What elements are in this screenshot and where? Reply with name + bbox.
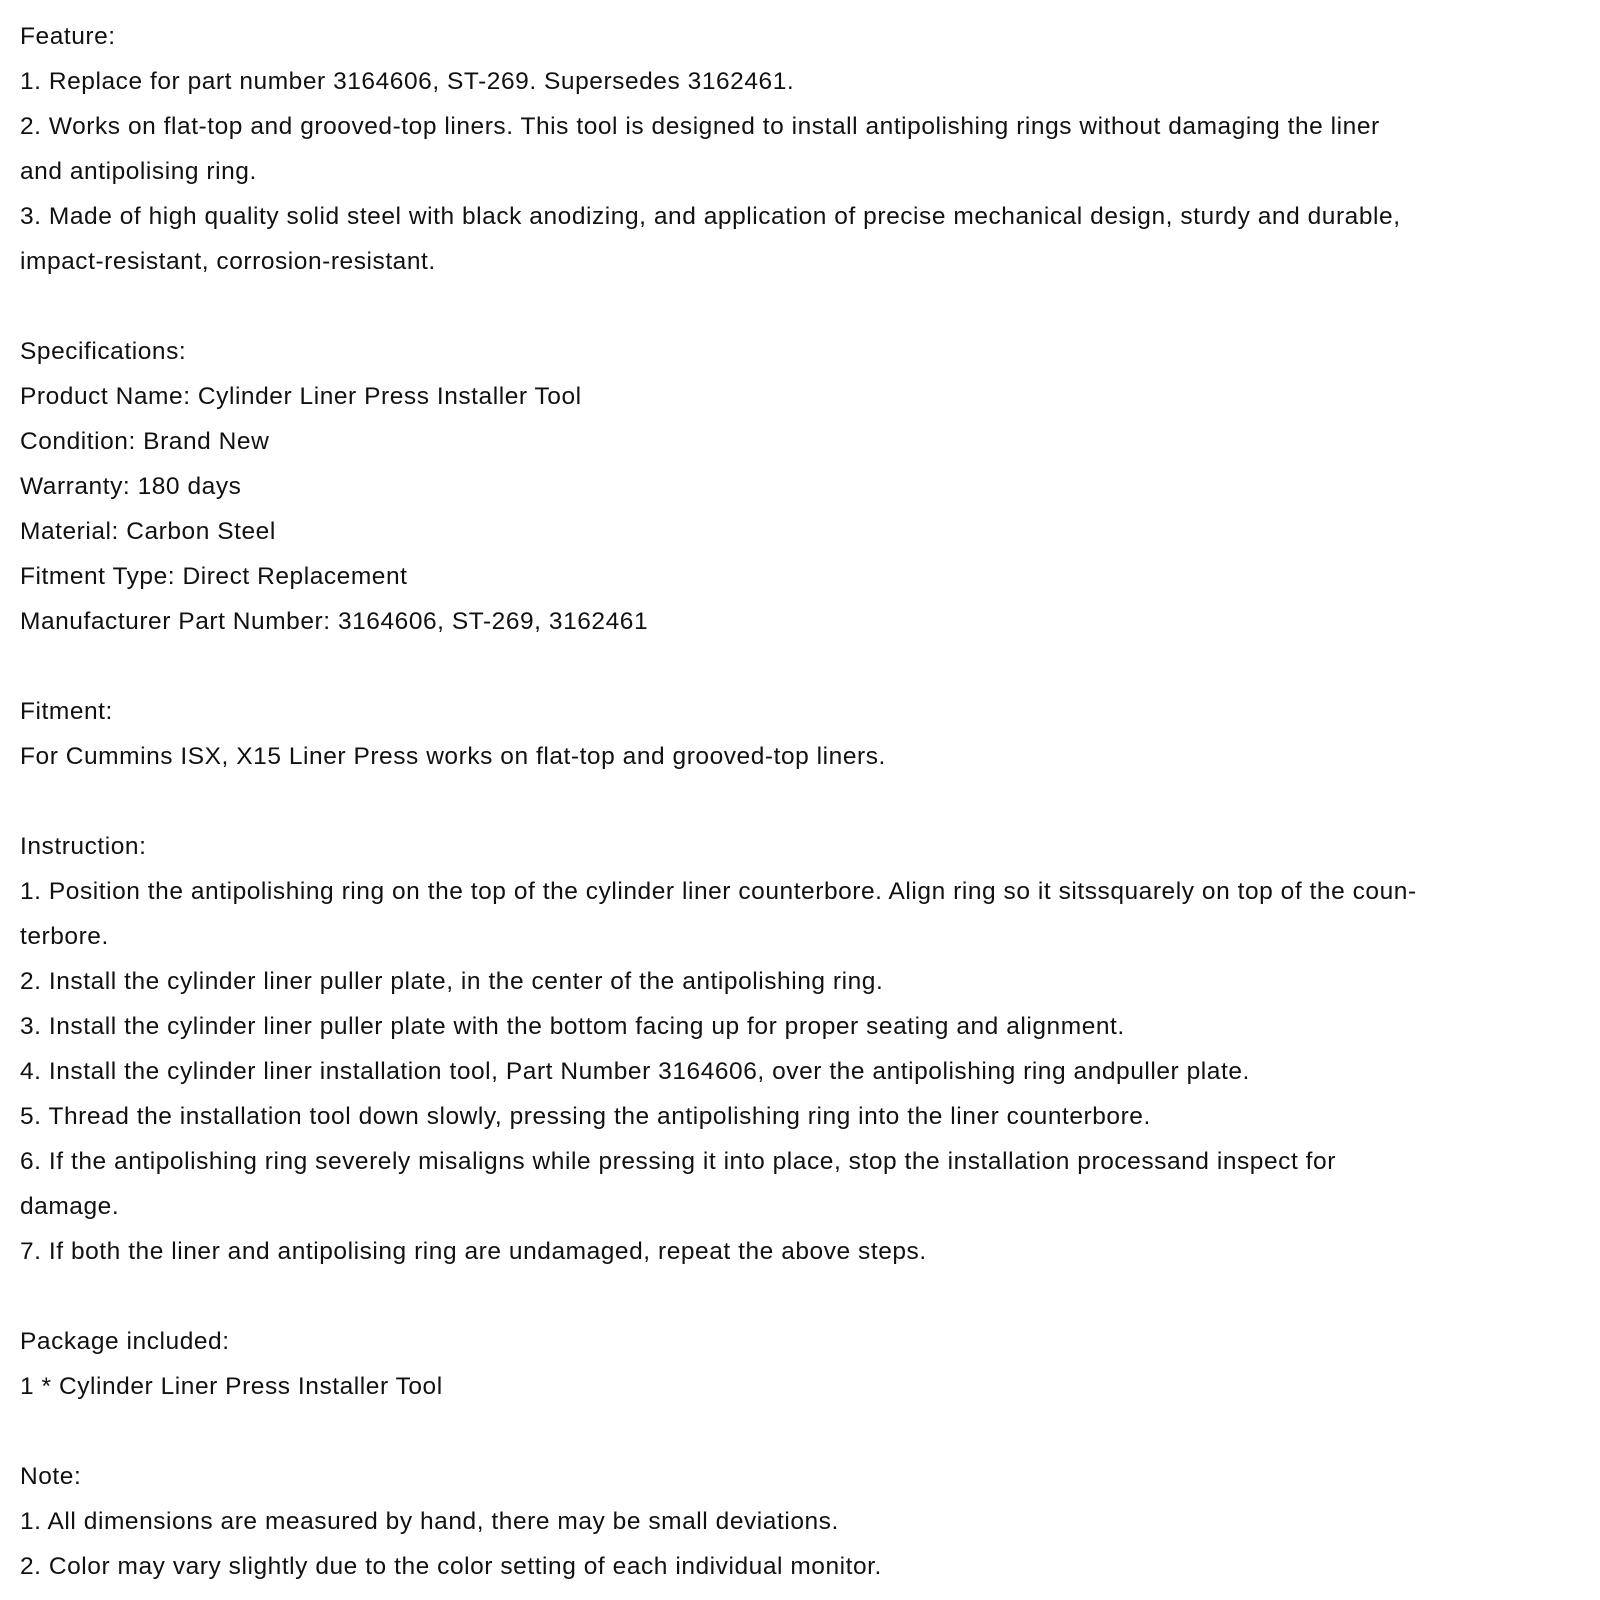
feature-section [20,14,1500,284]
instruction-line: 3. Install the cylinder liner puller plate with the bottom facing up for proper seating and alignment. [20,1013,1125,1040]
feature-heading: Feature: [20,23,116,50]
package-heading: Package included: [20,1328,230,1355]
instruction-line: 6. If the antipolishing ring severely misaligns while pressing it into place, stop the installation processand inspect for [20,1148,1336,1175]
fitment-section [20,689,1500,779]
spec-part-number: Manufacturer Part Number: 3164606, ST-269, 3162461 [20,608,649,635]
instruction-line: 5. Thread the installation tool down slowly, pressing the antipolishing ring into the liner counterbore. [20,1103,1151,1130]
section-spacer [20,284,1500,329]
package-section [20,1319,1500,1409]
feature-line: 2. Works on flat-top and grooved-top liners. This tool is designed to install antipolishing rings without damaging the liner [20,113,1380,140]
spec-material: Material: Carbon Steel [20,518,276,545]
feature-line: 1. Replace for part number 3164606, ST-269. Supersedes 3162461. [20,68,795,95]
section-spacer [20,779,1500,824]
feature-line: 3. Made of high quality solid steel with black anodizing, and application of precise mechanical design, sturdy and durable, [20,203,1401,230]
instruction-line: 2. Install the cylinder liner puller plate, in the center of the antipolishing ring. [20,968,884,995]
instruction-line: terbore. [20,923,109,950]
note-line: 2. Color may vary slightly due to the color setting of each individual monitor. [20,1553,882,1580]
package-line: 1 * Cylinder Liner Press Installer Tool [20,1373,443,1400]
instruction-line: damage. [20,1193,120,1220]
instruction-section [20,824,1500,1274]
note-section [20,1454,1500,1589]
instruction-line: 7. If both the liner and antipolising ring are undamaged, repeat the above steps. [20,1238,927,1265]
instruction-line: 4. Install the cylinder liner installation tool, Part Number 3164606, over the antipolishing ring andpuller plate. [20,1058,1250,1085]
feature-line: and antipolising ring. [20,158,257,185]
fitment-line: For Cummins ISX, X15 Liner Press works on flat-top and grooved-top liners. [20,743,886,770]
spec-condition: Condition: Brand New [20,428,270,455]
feature-line: impact-resistant, corrosion-resistant. [20,248,436,275]
product-description-document [20,14,1500,1589]
specifications-section [20,329,1500,644]
section-spacer [20,644,1500,689]
note-line: 1. All dimensions are measured by hand, there may be small deviations. [20,1508,839,1535]
spec-fitment-type: Fitment Type: Direct Replacement [20,563,408,590]
spec-product-name: Product Name: Cylinder Liner Press Installer Tool [20,383,582,410]
note-heading: Note: [20,1463,82,1490]
section-spacer [20,1409,1500,1454]
section-spacer [20,1274,1500,1319]
spec-warranty: Warranty: 180 days [20,473,242,500]
instruction-heading: Instruction: [20,833,147,860]
specifications-heading: Specifications: [20,338,187,365]
fitment-heading: Fitment: [20,698,113,725]
instruction-line: 1. Position the antipolishing ring on the top of the cylinder liner counterbore. Align ring so it sitssquarely on top of the coun- [20,878,1417,905]
